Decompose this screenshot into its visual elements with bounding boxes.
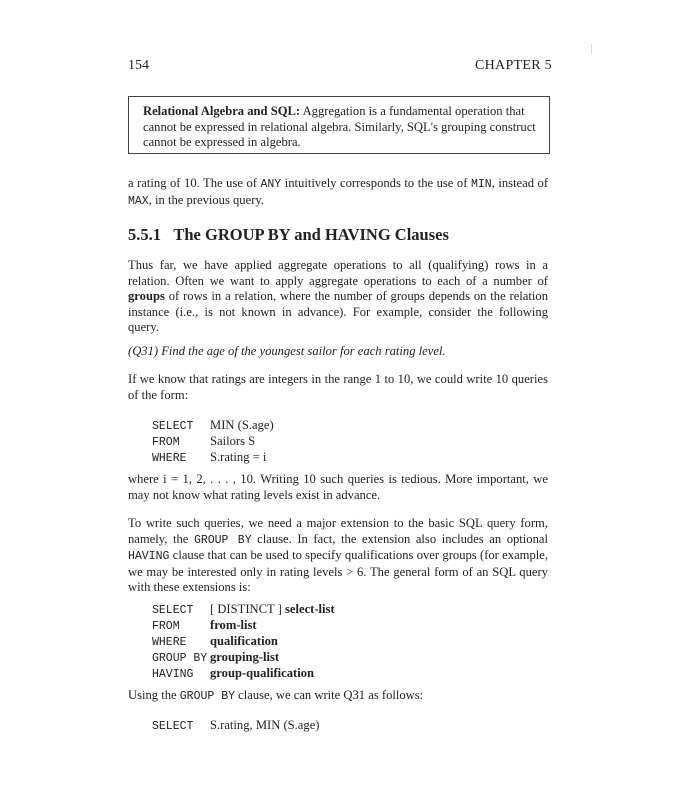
sidebar-box <box>128 96 550 154</box>
code-line: FROM from-list <box>152 618 257 633</box>
paragraph-5: To write such queries, we need a major extension to the basic SQL query form, namely, the GROUP BY clause. In fact, the extension also includes an optional HAVING clause that can be used to specify qualifications over groups (for example, we may be interested only in rating levels > 6. The general form of an SQL query with these extensions is: <box>128 516 548 594</box>
code-line: SELECT MIN (S.age) <box>152 418 274 433</box>
code-line: HAVING group-qualification <box>152 666 315 681</box>
paragraph-1: a rating of 10. The use of ANY intuitively corresponds to the use of MIN, instead of MAX, in the previous query. <box>128 176 549 208</box>
code-block-3 <box>152 718 319 734</box>
code-line: SELECT S.rating, MIN (S.age) <box>152 718 320 733</box>
paragraph-6: Using the GROUP BY clause, we can write Q31 as follows: <box>128 688 424 703</box>
paragraph-4: where i = 1, 2, . . . , 10. Writing 10 such queries is tedious. More important, we may not know what rating levels exist in advance. <box>128 472 548 502</box>
code-line: WHERE qualification <box>152 634 278 649</box>
code-line: SELECT [ DISTINCT ] select-list <box>152 602 335 617</box>
page-number: 154 <box>128 58 149 73</box>
paragraph-2: Thus far, we have applied aggregate operations to all (qualifying) rows in a relation. Often we want to apply aggregate operations to each of a number of groups of rows in a relation, where the number of groups depends on the relation instance (i.e., is not known in advance). For example, consider the following query. <box>128 258 548 334</box>
scan-mark <box>591 44 592 54</box>
code-line: WHERE S.rating = i <box>152 450 267 465</box>
section-title: The GROUP BY and HAVING Clauses <box>173 225 449 244</box>
box-title: Relational Algebra and SQL: <box>143 104 301 118</box>
code-line: GROUP BY grouping-list <box>152 650 280 665</box>
code-block-1 <box>152 418 274 466</box>
section-heading <box>128 225 449 245</box>
query-q31: (Q31) Find the age of the youngest sailor for each rating level. <box>128 344 446 358</box>
paragraph-3: If we know that ratings are integers in the range 1 to 10, we could write 10 queries of the form: <box>128 372 548 402</box>
code-line: FROM Sailors S <box>152 434 256 449</box>
chapter-header: CHAPTER 5 <box>475 58 552 73</box>
section-number: 5.5.1 <box>128 225 161 244</box>
code-block-2 <box>152 602 335 682</box>
box-text: Aggregation is a fundamental operation that cannot be expressed in relational algebra. Similarly, SQL's grouping construct cannot be expressed in algebra. <box>143 104 536 149</box>
